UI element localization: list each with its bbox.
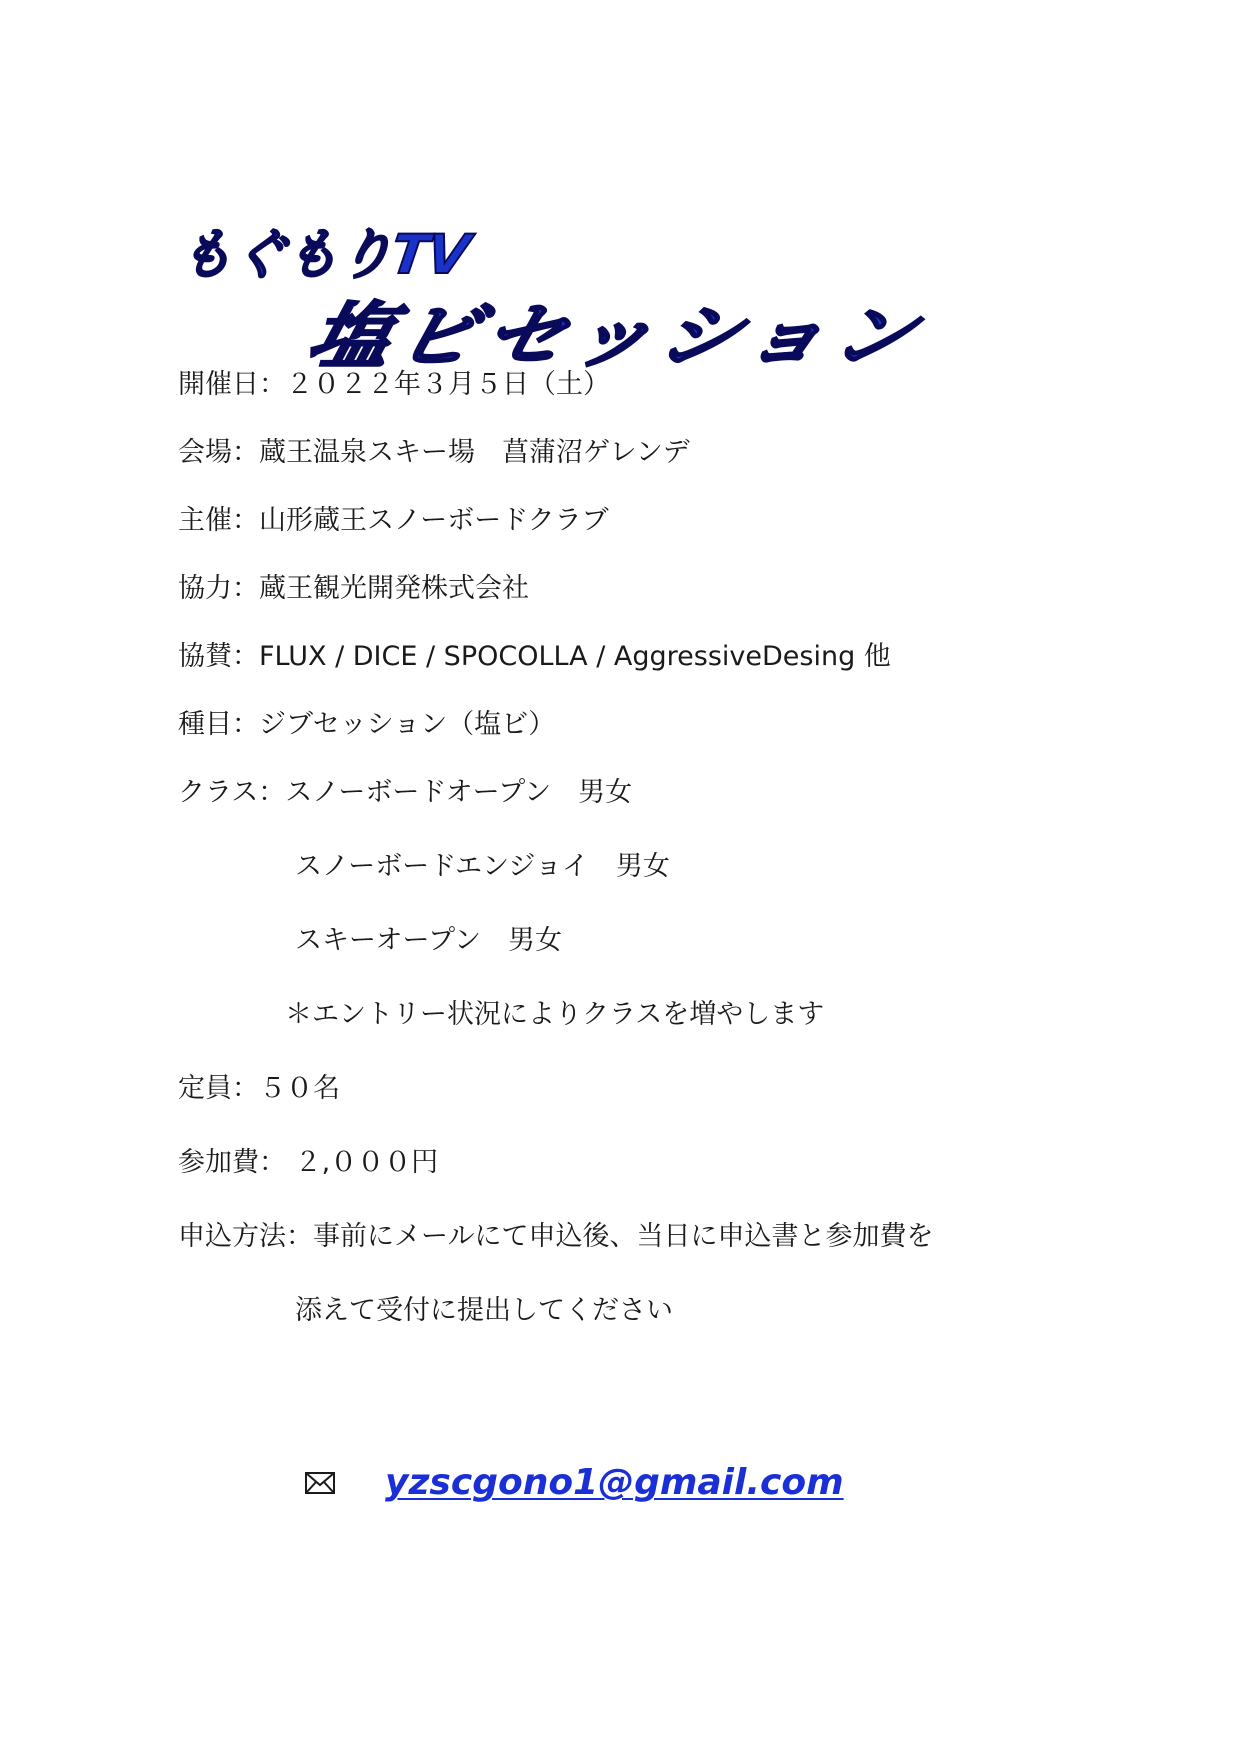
detail-cooperation: 協力：蔵王観光開発株式会社 — [178, 573, 529, 604]
title-brand: もぐもりTV — [175, 223, 473, 286]
contact-email-link[interactable]: yzscgono1@gmail.com — [385, 1462, 844, 1503]
detail-fee: 参加費： ２,０００円 — [178, 1147, 439, 1178]
detail-sponsors: 協賛：FLUX / DICE / SPOCOLLA / AggressiveDesing 他 — [178, 641, 891, 672]
detail-date: 開催日：２０２２年３月５日（土） — [178, 369, 610, 400]
detail-class-1: クラス：スノーボードオープン 男女 — [178, 777, 633, 808]
detail-capacity: 定員：５０名 — [178, 1073, 340, 1104]
detail-application-method-cont: 添えて受付に提出してください — [295, 1295, 673, 1326]
detail-class-2: スノーボードエンジョイ 男女 — [295, 851, 670, 882]
detail-venue: 会場：蔵王温泉スキー場 菖蒲沼ゲレンデ — [178, 437, 690, 468]
detail-class-3: スキーオープン 男女 — [295, 925, 563, 956]
detail-class-note: ＊エントリー状況によりクラスを増やします — [285, 999, 825, 1030]
title-event-name: 塩ビセッション — [300, 294, 931, 378]
detail-organizer: 主催：山形蔵王スノーボードクラブ — [178, 505, 609, 536]
detail-application-method: 申込方法：事前にメールにて申込後、当日に申込書と参加費を — [178, 1221, 934, 1252]
detail-event-type: 種目：ジブセッション（塩ビ） — [178, 709, 556, 740]
contact-row — [305, 1462, 844, 1503]
envelope-icon — [305, 1472, 335, 1494]
